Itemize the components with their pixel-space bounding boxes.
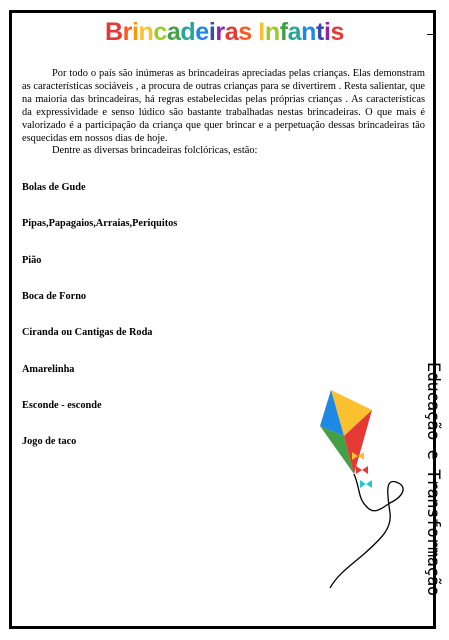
- title-letter: i: [131, 18, 139, 46]
- list-item: Esconde - esconde: [22, 400, 102, 411]
- title-letter: a: [224, 18, 239, 46]
- side-caption: [425, 362, 443, 602]
- kite-string: [330, 474, 403, 588]
- title-letter: a: [166, 18, 181, 46]
- title-letter: s: [330, 18, 345, 46]
- intro-text: [22, 68, 425, 158]
- title-letter: i: [208, 18, 216, 46]
- intro-paragraph: Dentre as diversas brincadeiras folclóricas, estão:: [52, 145, 258, 157]
- title-letter: i: [323, 18, 331, 46]
- page-title: [0, 18, 449, 47]
- list-item: Jogo de taco: [22, 436, 77, 447]
- title-letter: n: [138, 18, 154, 46]
- list-item: Bolas de Gude: [22, 182, 86, 193]
- intro-paragraph: Por todo o país são inúmeras as brincadeiras apreciadas pelas crianças. Elas demonstram as características sociáveis , a procura de outras crianças para se divertirem . Resta salientar, que na maioria das brincadeiras, há regras estabelecidas pelas próprias crianças . As características da expressividade e senso lúdico são bastante trabalhadas nestas brincadeiras. O que mais é valorizado é a participação da criança que quer brincar e a perpetuação dessas brincadeiras tão esquecidas em nossos dias de hoje.: [22, 68, 425, 144]
- title-letter: n: [264, 18, 280, 46]
- list-item: Boca de Forno: [22, 291, 87, 302]
- kite-icon: [320, 390, 372, 474]
- title-letter: B: [104, 18, 123, 46]
- title-letter: s: [238, 18, 252, 46]
- list-item: Pião: [22, 255, 42, 266]
- list-item: Ciranda ou Cantigas de Roda: [22, 327, 153, 338]
- list-item: Amarelinha: [22, 364, 75, 375]
- title-letter: d: [180, 18, 196, 46]
- title-letter: f: [279, 18, 288, 46]
- title-letter: r: [122, 18, 132, 46]
- title-letter: t: [316, 18, 324, 46]
- side-caption-text: Educação e Transformação: [423, 362, 443, 596]
- title-letter: a: [287, 18, 302, 46]
- title-letter: e: [195, 18, 209, 46]
- kite-illustration: [300, 378, 420, 608]
- title-letter: n: [301, 18, 317, 46]
- list-item: Pipas,Papagaios,Arraias,Periquitos: [22, 218, 178, 229]
- title-letter: I: [258, 18, 265, 46]
- title-letter: r: [215, 18, 225, 46]
- title-letter: c: [153, 18, 167, 46]
